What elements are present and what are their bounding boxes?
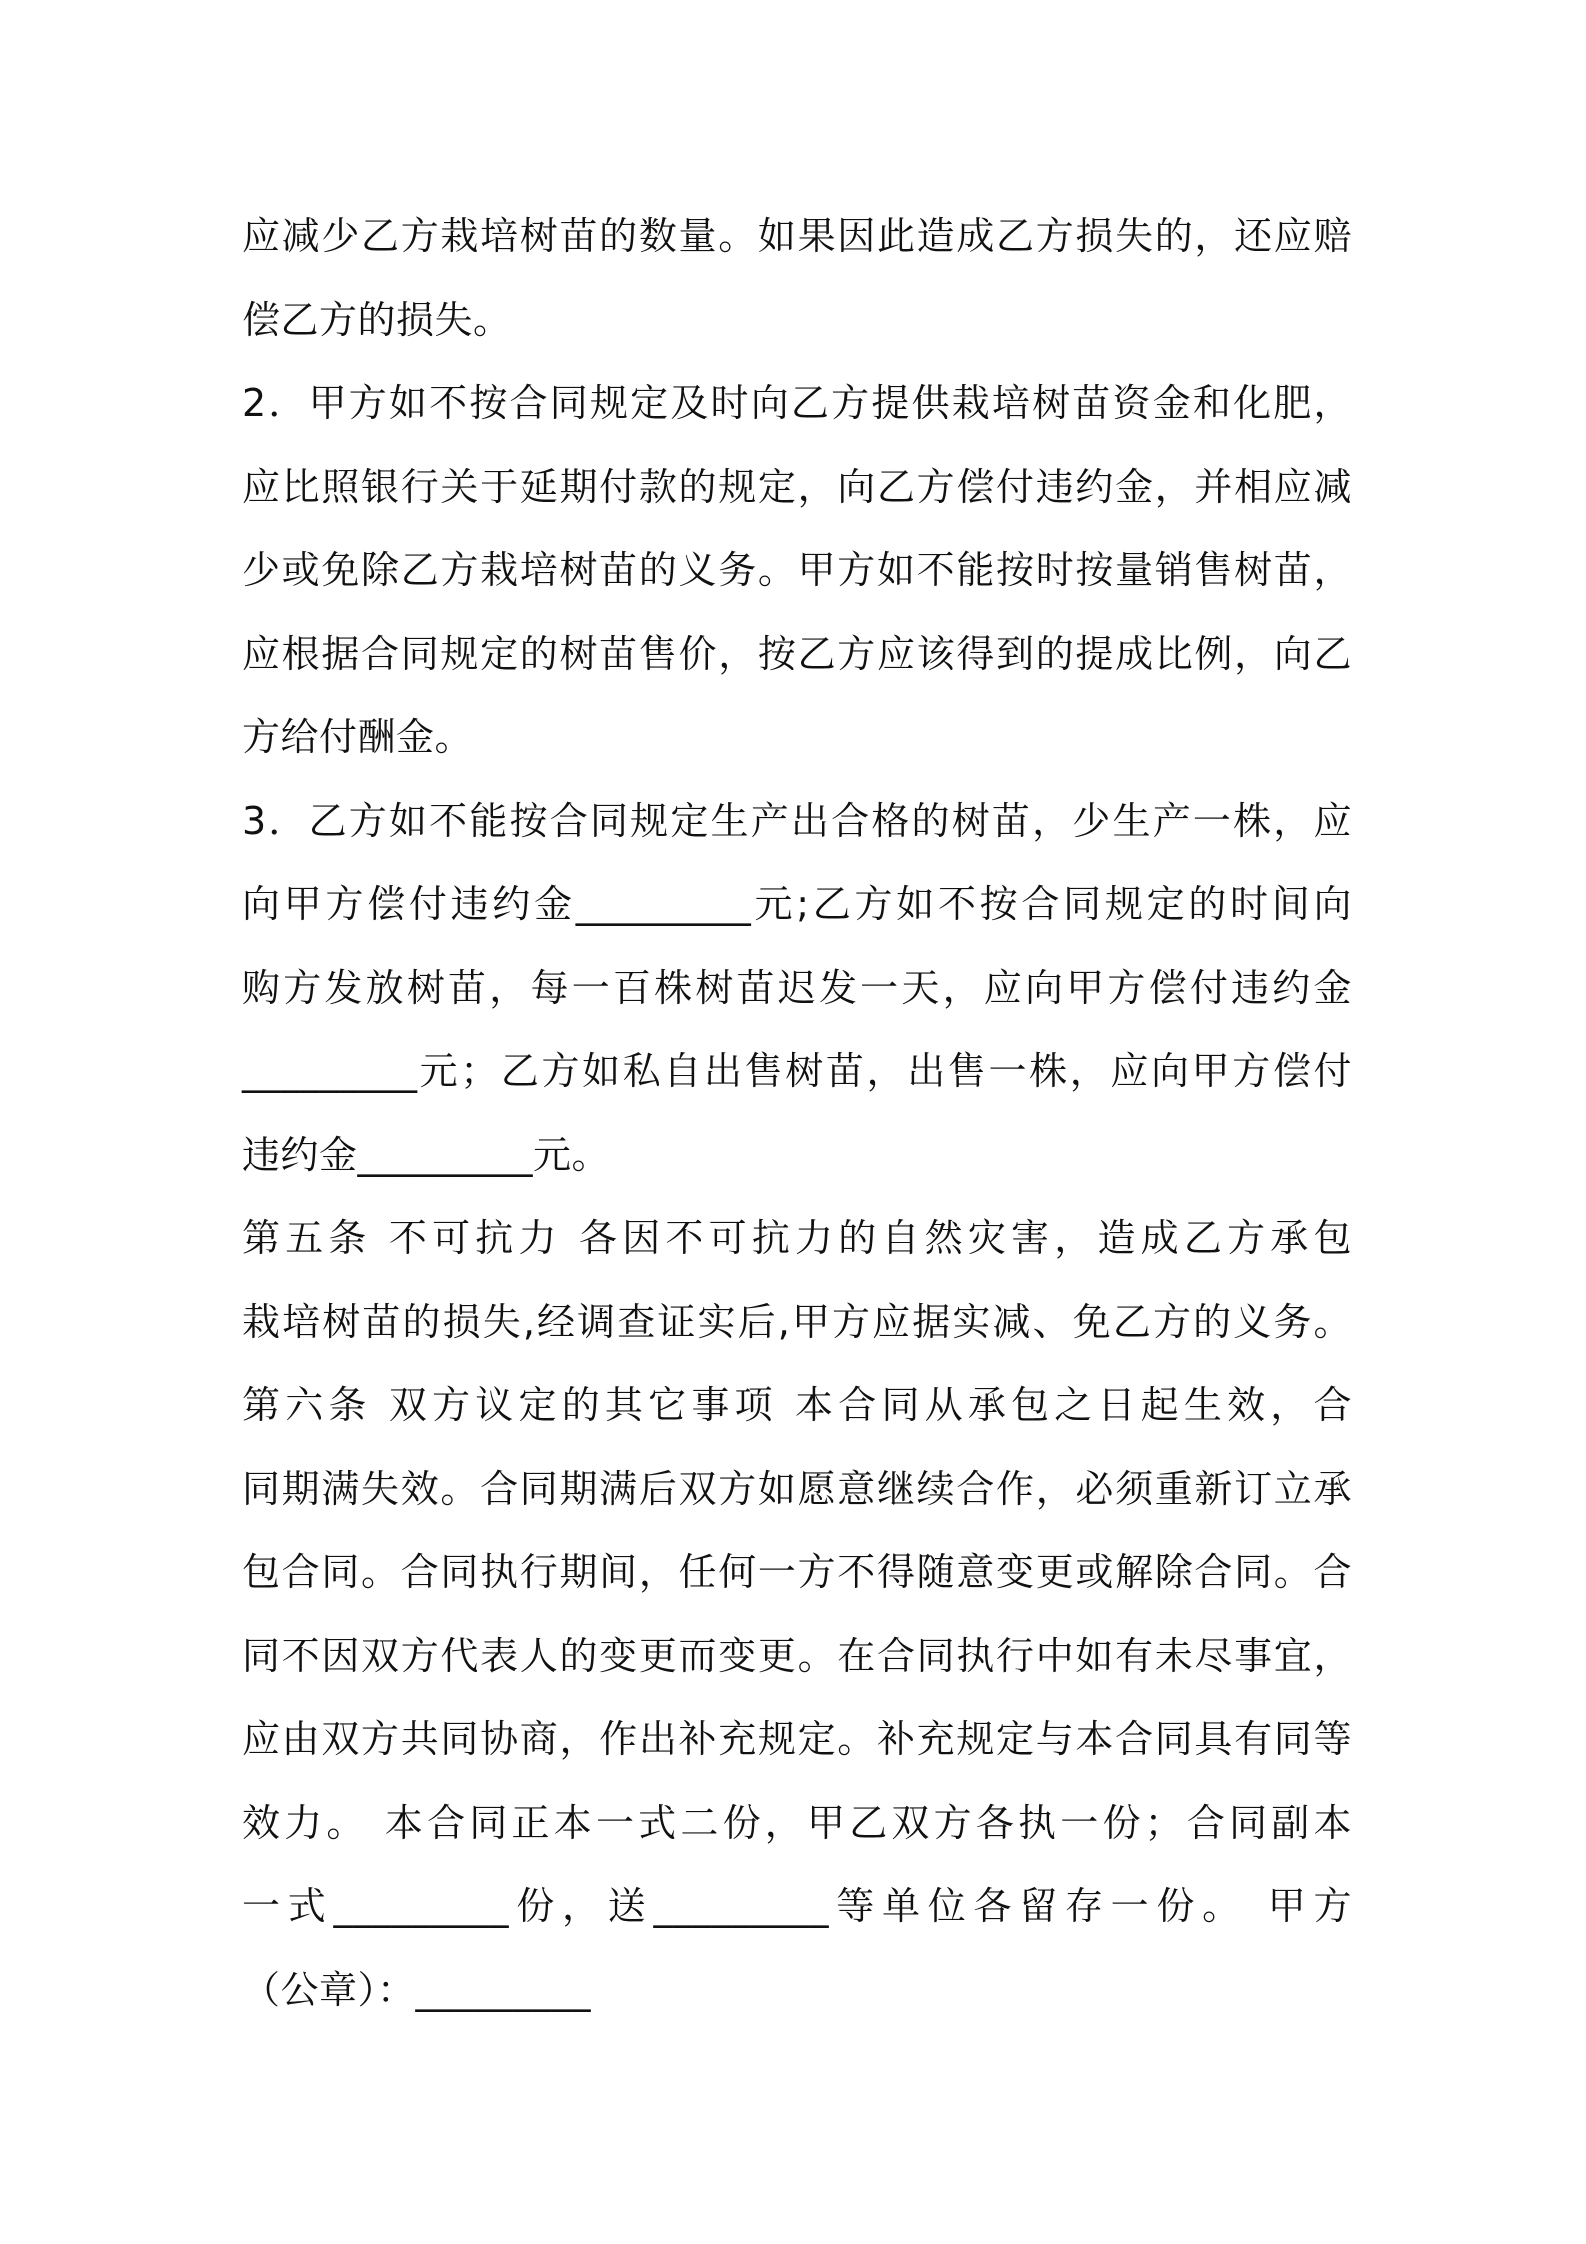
text-line: 应根据合同规定的树苗售价，按乙方应该得到的提成比例，向乙 (242, 631, 1352, 676)
text-line: 偿乙方的损失。 (242, 297, 512, 342)
section-heading-line: 第六条 双方议定的其它事项 本合同从承包之日起生效，合 (242, 1383, 1352, 1427)
text-line: 同不因双方代表人的变更而变更。在合同执行中如有未尽事宜， (242, 1633, 1352, 1678)
text-line: 少或免除乙方栽培树苗的义务。甲方如不能按时按量销售树苗， (242, 548, 1352, 592)
signature-line: （公章）：_________ (242, 1967, 592, 2012)
text-line: 违约金_________元。 (242, 1132, 611, 1177)
text-line: 同期满失效。合同期满后双方如愿意继续合作，必须重新订立承 (242, 1466, 1352, 1511)
text-line: 效力。 本合同正本一式二份，甲乙双方各执一份；合同副本 (242, 1800, 1352, 1845)
text-line: _________元；乙方如私自出售树苗，出售一株，应向甲方偿付 (242, 1049, 1352, 1093)
text-line: 购方发放树苗，每一百株树苗迟发一天，应向甲方偿付违约金 (242, 965, 1352, 1010)
contract-text (242, 195, 1352, 2032)
text-line: 2．甲方如不按合同规定及时向乙方提供栽培树苗资金和化肥， (242, 381, 1352, 425)
text-line: 方给付酬金。 (242, 715, 474, 759)
text-line: 栽培树苗的损失,经调查证实后,甲方应据实减、免乙方的义务。 (242, 1299, 1352, 1344)
text-line: 应由双方共同协商，作出补充规定。补充规定与本合同具有同等 (242, 1717, 1352, 1761)
text-line: 3．乙方如不能按合同规定生产出合格的树苗，少生产一株，应 (242, 798, 1352, 843)
text-line: 向甲方偿付违约金_________元;乙方如不按合同规定的时间向 (242, 882, 1352, 926)
section-heading-line: 第五条 不可抗力 各因不可抗力的自然灾害，造成乙方承包 (242, 1216, 1352, 1260)
text-line: 一式_________份，送_________等单位各留存一份。 甲方 (242, 1884, 1352, 1928)
text-line: 包合同。合同执行期间，任何一方不得随意变更或解除合同。合 (242, 1550, 1352, 1594)
text-line: 应减少乙方栽培树苗的数量。如果因此造成乙方损失的，还应赔 (242, 214, 1352, 258)
text-line: 应比照银行关于延期付款的规定，向乙方偿付违约金，并相应减 (242, 464, 1352, 509)
